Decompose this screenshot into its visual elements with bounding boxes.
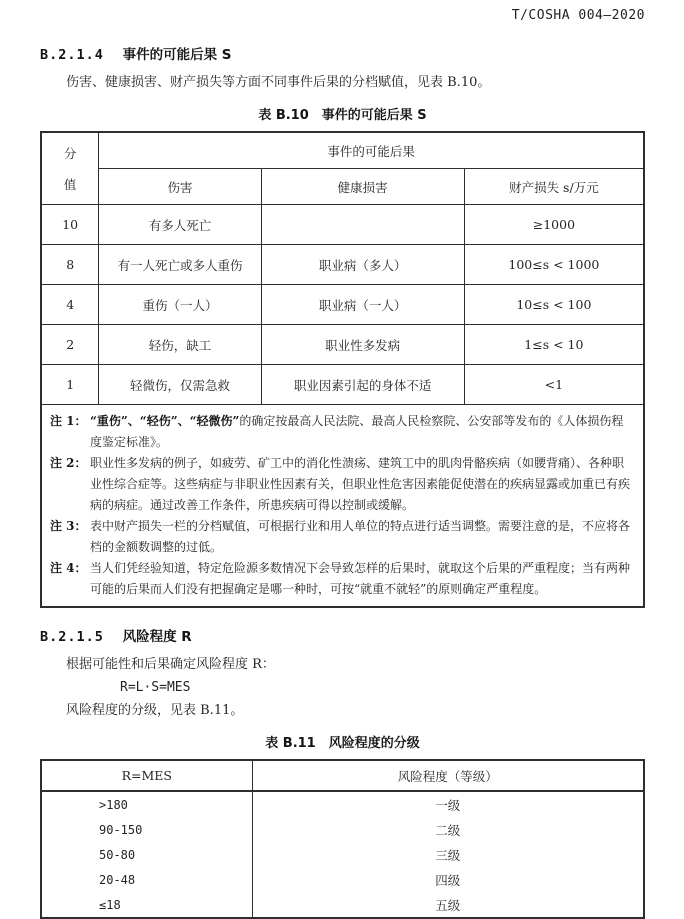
- cell-range: 20-48: [41, 867, 252, 892]
- group-header: 事件的可能后果: [99, 132, 644, 169]
- cell-range: >180: [41, 791, 252, 817]
- corner-header-line2: 值: [63, 176, 77, 192]
- note-label: 注 2：: [50, 456, 87, 470]
- cell-score: 10: [41, 205, 99, 245]
- table-row: [41, 842, 644, 867]
- note-3: [50, 516, 634, 558]
- cell-loss: 100≤s < 1000: [464, 245, 644, 285]
- note-text: 表中财产损失一栏的分档赋值，可根据行业和用人单位的特点进行适当调整。需要注意的是，不应将各档的金额数调整的过低。: [90, 519, 631, 554]
- note-label: 注 4：: [50, 561, 87, 575]
- note-label: 注 1：: [50, 414, 87, 428]
- col-header-injury: 伤害: [99, 169, 261, 205]
- corner-header-line1: 分: [63, 145, 77, 161]
- section-title: 事件的可能后果 S: [122, 47, 232, 63]
- table-row: [41, 205, 644, 245]
- cell-injury: 有一人死亡或多人重伤: [99, 245, 261, 285]
- doc-code: T/COSHA 004—2020: [511, 8, 645, 23]
- cell-range: ≤18: [41, 892, 252, 918]
- cell-injury: 轻微伤，仅需急救: [99, 365, 261, 405]
- col-header-rmes: R=MES: [41, 760, 252, 791]
- cell-level: 五级: [435, 897, 461, 913]
- cell-range: 50-80: [41, 842, 252, 867]
- note-1: [50, 411, 634, 453]
- col-header-loss: 财产损失 s/万元: [464, 169, 644, 205]
- note-text: 职业性多发病的例子，如疲劳、矿工中的消化性溃疡、建筑工中的肌肉骨骼疾病（如腰背痛）、各种职业性综合症等。这些病症与非职业性因素有关，但职业性危害因素能促使潜在的疾病显露或加重已有疾病的病症。通过改善工作条件，所患疾病可得以控制或缓解。: [90, 456, 631, 512]
- cell-loss: <1: [464, 365, 644, 405]
- cell-health: 职业因素引起的身体不适: [261, 365, 464, 405]
- table-row: [41, 791, 644, 817]
- table-row: [41, 892, 644, 918]
- table-row: [41, 867, 644, 892]
- note-label: 注 3：: [50, 519, 87, 533]
- risk-formula: R=L·S=MES: [120, 680, 191, 695]
- cell-score: 2: [41, 325, 99, 365]
- table-row: [41, 285, 644, 325]
- table-b10-header-row-1: [41, 132, 644, 169]
- note-4: [50, 558, 634, 600]
- table-b11-caption: 表 B.11 风险程度的分级: [265, 736, 420, 751]
- risk-outro-paragraph: 风险程度的分级，见表 B.11。: [66, 703, 244, 718]
- section-title: 风险程度 R: [122, 629, 192, 645]
- cell-score: 4: [41, 285, 99, 325]
- cell-health: [261, 205, 464, 245]
- cell-range: 90-150: [41, 817, 252, 842]
- cell-loss: ≥1000: [464, 205, 644, 245]
- section-number: B.2.1.5: [40, 629, 104, 645]
- corner-header-score: [41, 132, 99, 205]
- note-text: 当人们凭经验知道，特定危险源多数情况下会导致怎样的后果时，就取这个后果的严重程度；当有两种可能的后果而人们没有把握确定是哪一种时，可按“就重不就轻”的原则确定严重程度。: [90, 561, 631, 596]
- table-row: [41, 365, 644, 405]
- table-row: [41, 817, 644, 842]
- col-header-health: 健康损害: [261, 169, 464, 205]
- section-number: B.2.1.4: [40, 47, 104, 63]
- cell-score: 1: [41, 365, 99, 405]
- cell-level: 四级: [435, 872, 461, 888]
- table-row: [41, 325, 644, 365]
- table-row: [41, 245, 644, 285]
- table-b10-header-row-2: [41, 169, 644, 205]
- table-b10: [40, 131, 645, 608]
- table-b11-header-row: [41, 760, 644, 791]
- table-b11: [40, 759, 645, 919]
- section-intro-paragraph: 伤害、健康损害、财产损失等方面不同事件后果的分档赋值，见表 B.10。: [66, 75, 491, 90]
- cell-level: 三级: [435, 847, 461, 863]
- note-text: “重伤”、“轻伤”、“轻微伤”的确定按最高人民法院、最高人民检察院、公安部等发布的《人体损伤程度鉴定标准》。: [90, 414, 624, 449]
- table-b10-notes-row: [41, 405, 644, 608]
- col-header-risk-level: 风险程度（等级）: [252, 760, 644, 791]
- cell-loss: 10≤s < 100: [464, 285, 644, 325]
- cell-score: 8: [41, 245, 99, 285]
- section-heading-b2-1-5: [40, 625, 645, 645]
- cell-injury: 轻伤，缺工: [99, 325, 261, 365]
- section-heading-b2-1-4: [40, 43, 645, 63]
- notes-cell: [41, 405, 644, 608]
- cell-health: 职业病（多人）: [261, 245, 464, 285]
- cell-injury: 重伤（一人）: [99, 285, 261, 325]
- cell-health: 职业性多发病: [261, 325, 464, 365]
- note-2: [50, 453, 634, 516]
- risk-intro-paragraph: 根据可能性和后果确定风险程度 R：: [66, 657, 275, 672]
- cell-level: 二级: [435, 822, 461, 838]
- cell-health: 职业病（一人）: [261, 285, 464, 325]
- cell-level: 一级: [435, 797, 461, 813]
- cell-injury: 有多人死亡: [99, 205, 261, 245]
- cell-loss: 1≤s < 10: [464, 325, 644, 365]
- table-b10-caption: 表 B.10 事件的可能后果 S: [258, 108, 427, 123]
